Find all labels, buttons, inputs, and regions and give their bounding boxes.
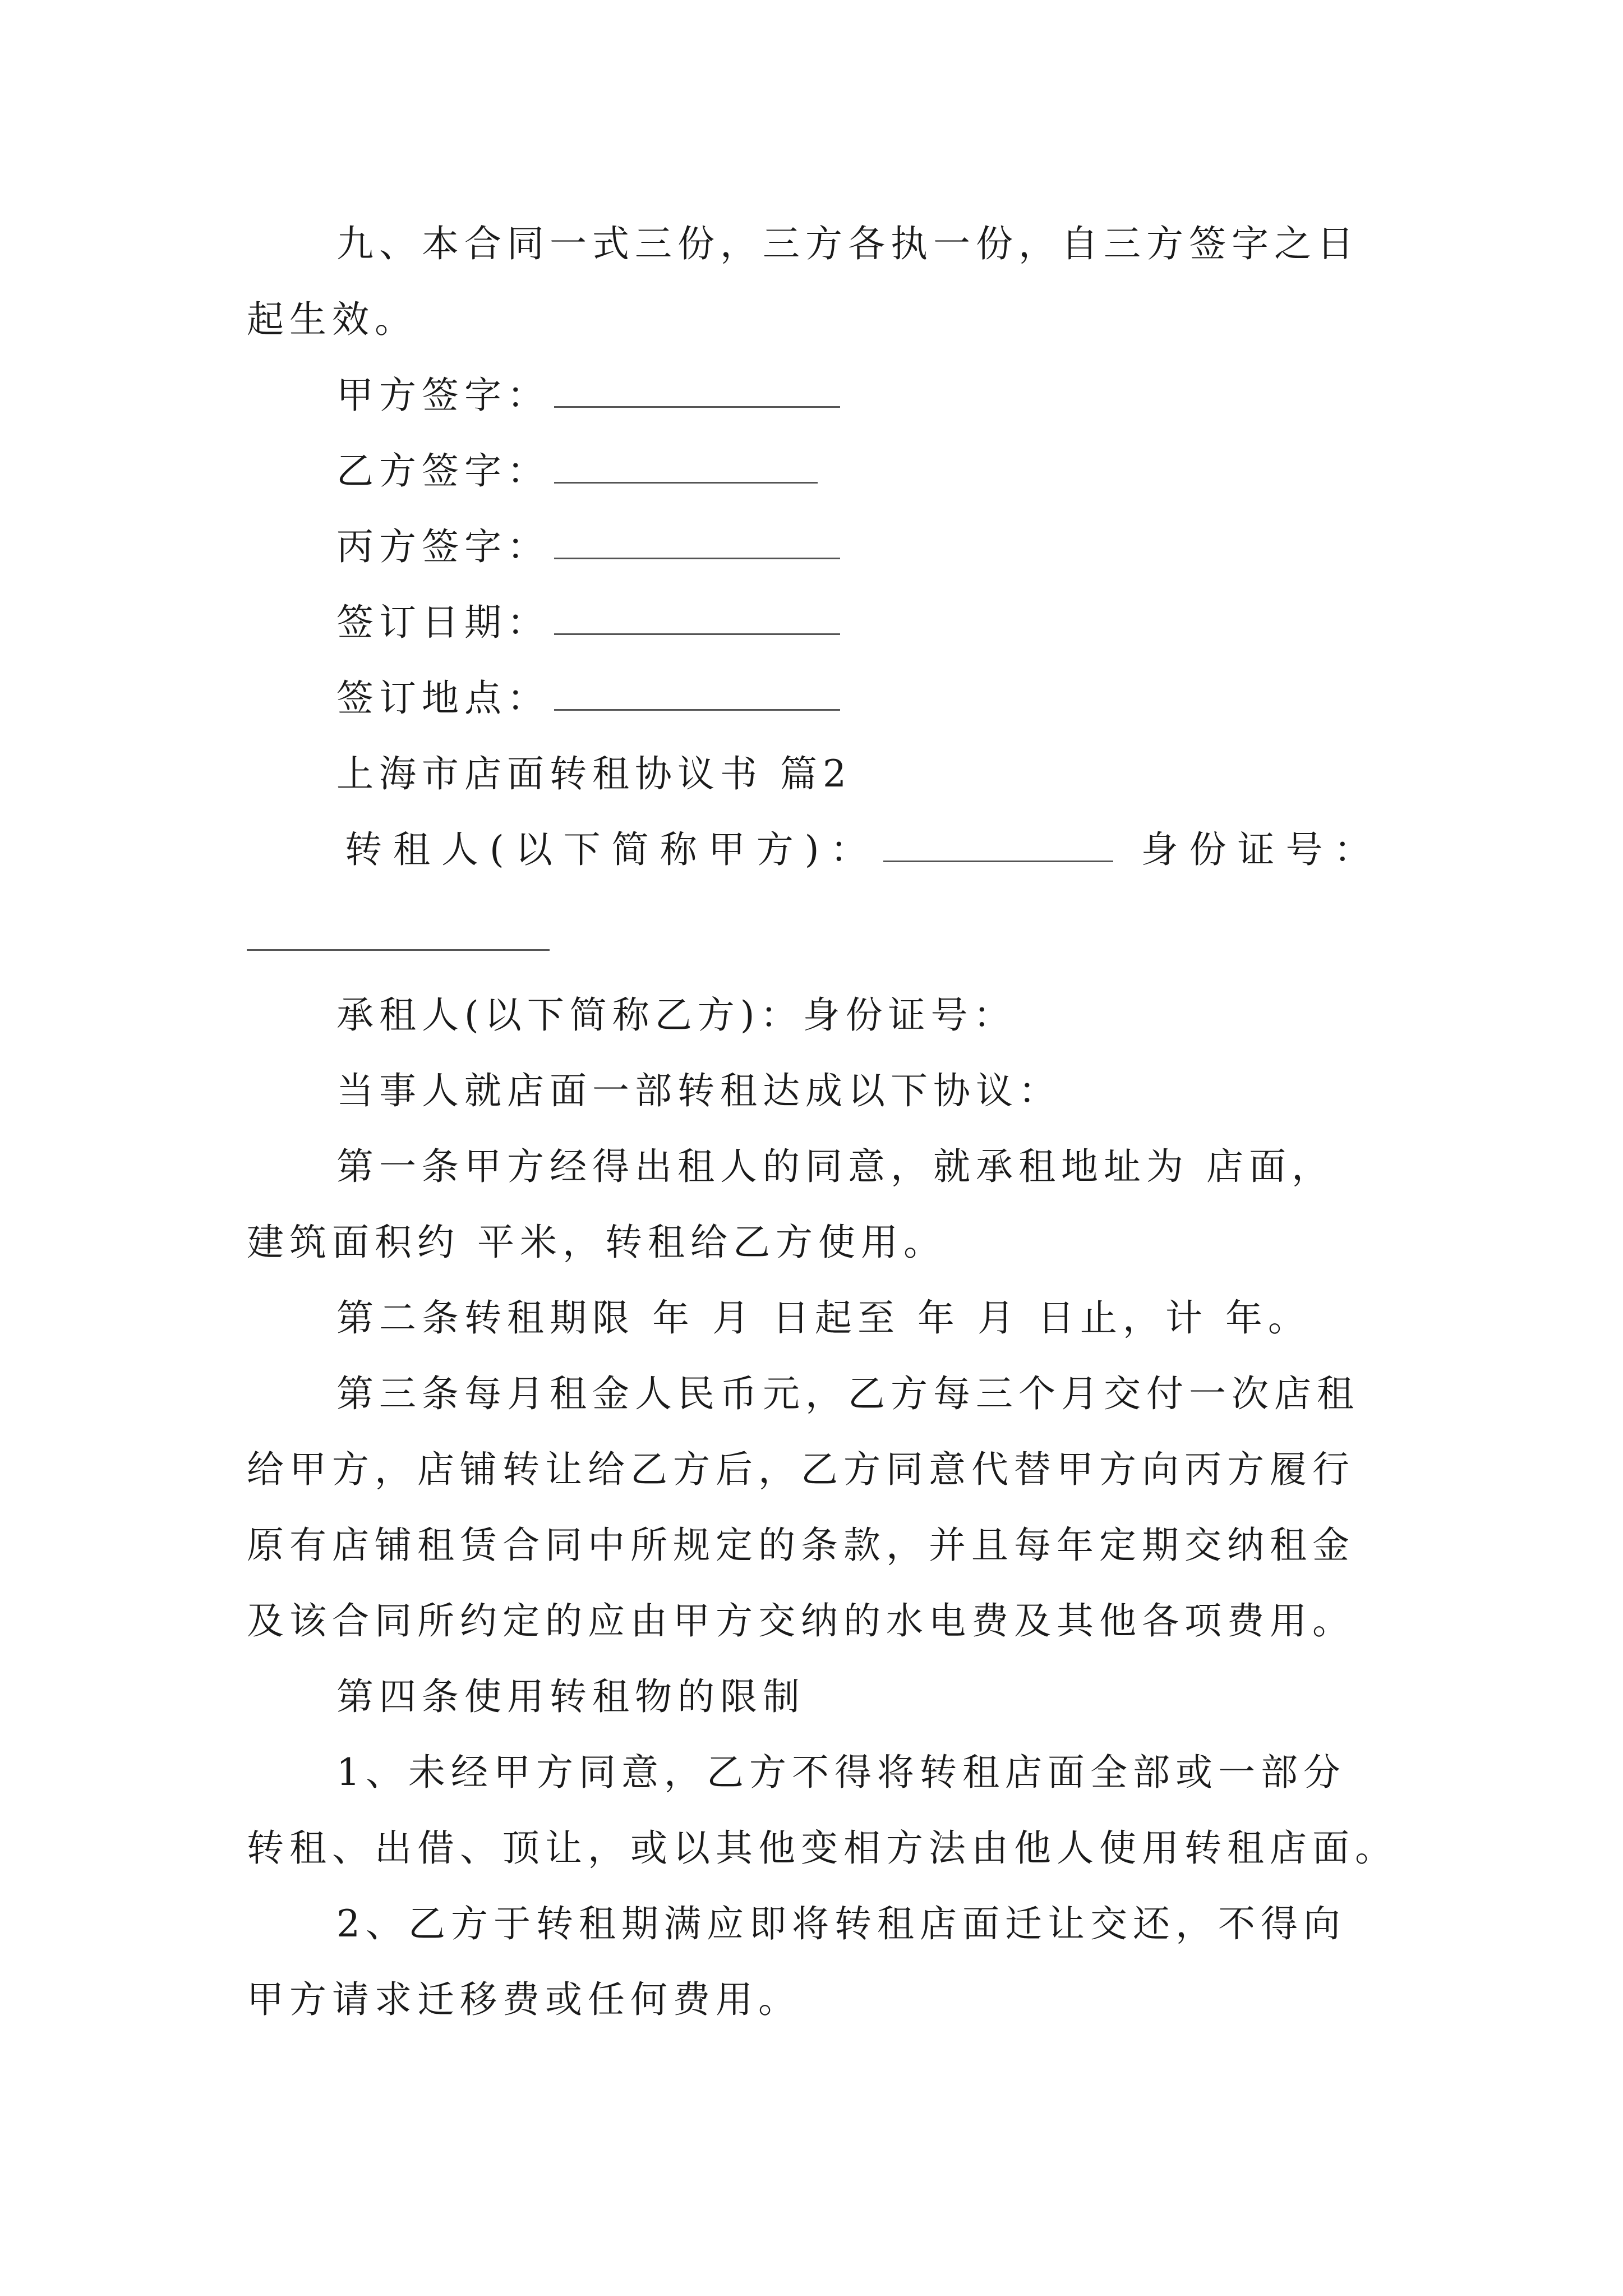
- signature-party-a: [336, 373, 840, 418]
- article-4-title: 第四条使用转租物的限制: [336, 1675, 805, 1718]
- article-4-item-1-line-2: 转租、出借、顶让，或以其他变相方法由他人使用转租店面。: [247, 1826, 1398, 1870]
- clause-9-line-2: 起生效。: [247, 298, 417, 341]
- signing-date: [336, 600, 840, 645]
- signing-date-blank: [554, 608, 840, 635]
- article-3-line-1: 第三条每月租金人民币元，乙方每三个月交付一次店租: [336, 1372, 1359, 1415]
- article-4-item-2-line-1: 2、乙方于转租期满应即将转租店面迁让交还，不得向: [336, 1902, 1346, 1945]
- signature-party-a-blank: [554, 380, 840, 408]
- signature-party-b-label: 乙方签字：: [336, 449, 550, 493]
- sublessor-id-blank: [247, 948, 550, 951]
- article-1-line-1: 第一条甲方经得出租人的同意，就承租地址为 店面，: [336, 1145, 1334, 1188]
- signature-party-c: [336, 524, 840, 569]
- signature-party-b-blank: [554, 456, 818, 484]
- section-heading: 上海市店面转租协议书 篇2: [336, 752, 852, 795]
- signature-party-c-label: 丙方签字：: [336, 525, 550, 568]
- sublessor-label: 转租人(以下简称甲方)：: [345, 828, 879, 871]
- signing-place-label: 签订地点：: [336, 677, 550, 720]
- article-4-item-1-line-1: 1、未经甲方同意，乙方不得将转租店面全部或一部分: [336, 1751, 1346, 1794]
- agreement-intro: 当事人就店面一部转租达成以下协议：: [336, 1069, 1061, 1112]
- signing-place-blank: [554, 683, 840, 711]
- article-3-line-2: 给甲方，店铺转让给乙方后，乙方同意代替甲方向丙方履行: [247, 1448, 1355, 1491]
- signature-party-a-label: 甲方签字：: [336, 374, 550, 417]
- sublessor-line: [345, 827, 1382, 872]
- clause-9-line-1: 九、本合同一式三份，三方各执一份，自三方签字之日: [336, 222, 1359, 265]
- article-3-line-4: 及该合同所约定的应由甲方交纳的水电费及其他各项费用。: [247, 1599, 1355, 1642]
- signing-date-label: 签订日期：: [336, 601, 550, 644]
- lessee-line: 承租人(以下简称乙方)：身份证号：: [336, 993, 1016, 1037]
- sublessor-name-blank: [883, 835, 1113, 862]
- article-1-line-2: 建筑面积约 平米，转租给乙方使用。: [247, 1221, 946, 1264]
- article-3-line-3: 原有店铺租赁合同中所规定的条款，并且每年定期交纳租金: [247, 1524, 1355, 1567]
- article-4-item-2-line-2: 甲方请求迁移费或任何费用。: [247, 1978, 801, 2021]
- article-2: 第二条转租期限 年 月 日起至 年 月 日止，计 年。: [336, 1296, 1311, 1340]
- sublessor-id-label: 身份证号：: [1141, 828, 1382, 871]
- signature-party-b: [336, 449, 818, 494]
- signature-party-c-blank: [554, 532, 840, 559]
- signing-place: [336, 676, 840, 721]
